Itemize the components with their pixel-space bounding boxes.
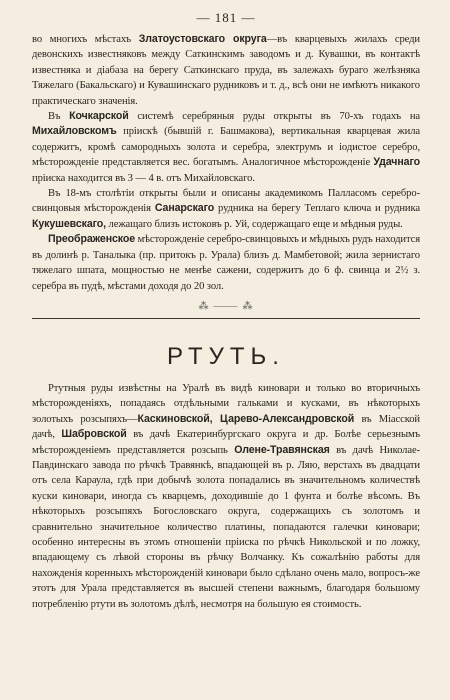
text: рудника на берегу Теплаго ключа и рудника: [214, 203, 420, 215]
bold-term: Олене-Травянская: [234, 443, 330, 456]
bold-term: Преображенское: [48, 233, 136, 246]
page-number: — 181 —: [196, 10, 256, 25]
text: мѣсторожденіе серебро-свинцовыхъ и мѣдныхъ рудъ находится въ долинѣ р. Таналыка (пр. притокъ р. Урала) близъ д. Мамбетовой; жила зернистаго тяжелаго шпата, мощностью не менѣе сажени, содержитъ до 6 ф. свинца и 2½ з. серебра въ пудѣ, мѣстами доходя до 20 зол.: [32, 234, 420, 292]
text: пріиска находится въ 3 — 4 в. отъ Михайловскаго.: [32, 172, 255, 184]
text: системѣ серебряныя руды открыты въ 70-хъ годахъ на: [128, 111, 420, 123]
text: въ дачѣ Николае-Павдинскаго завода по рѣчкѣ Травянкѣ, впадающей въ р. Ляю, верстахъ въ двадцати отъ села Караула, гдѣ при добычѣ золота попадались въ значительномъ количествѣ куски киновари, иногда съ кварцемъ, доходившіе до 1 фунта и болѣе вѣсомъ. Въ нѣкоторыхъ розсыпяхъ Богословскаго округа, содержащихъ съ золотомъ и сравнительно значительное количество платины, попадаются галечки киновари; особенно интересны въ этомъ отношеніи пріиска по рѣчкѣ Никольской и по ложку, впадающему съ лѣвой стороны въ рѣчку Волчанку. Къ сожалѣнію работы для нахожденія коренныхъ мѣсторожденій киновари было сдѣлано очень мало, вопросъ-же этотъ для Урала представляется въ высшей степени важнымъ, благодаря большому потребленію ртути въ золотомъ дѣлѣ, несмотря на большую ея стоимость.: [32, 444, 420, 610]
text: въ дачѣ Екатеринбургскаго округа и др. Болѣе серьезнымъ мѣсторожденіемъ представляется розсыпь: [32, 429, 420, 456]
bold-term: Удачнаго: [373, 156, 420, 169]
text: во многихъ мѣстахъ: [32, 34, 139, 45]
text: лежащаго близъ истоковъ р. Уй, содержащаго еще и мѣдныя руды.: [106, 218, 403, 230]
bold-term: Михайловскомъ: [32, 125, 117, 138]
text: въ Міасской дачѣ,: [32, 413, 421, 441]
section-title: РТУТЬ.: [167, 342, 285, 370]
text: Ртутныя руды извѣстны на Уралѣ въ видѣ киновари и только во вторичныхъ мѣсторожденіяхъ, попадаясь отдѣльными гальками и кусками, въ нѣкоторыхъ золотыхъ розсыпяхъ—: [32, 382, 420, 425]
text: —въ кварцевыхъ жилахъ среди девонскихъ известняковъ между Саткинскимъ заводомъ и д. Кувашки, въ контактѣ известняка и діабаза на берегу Саткинскаго пруда, въ залежахъ бураго желѣзняка Тяжелаго (Бакальскаго) и Кувашинскаго рудниковъ и т. д., всѣ они не имѣютъ никакого практическаго значенія.: [32, 34, 420, 107]
paragraph-kochkar: [32, 109, 420, 186]
bold-term: Санарскаго: [154, 202, 215, 215]
section-rule: [32, 318, 420, 319]
paragraph-preobrazhensk: [32, 232, 420, 294]
paragraph-sanarsk: [32, 186, 420, 232]
bold-term: Кочкарской: [69, 110, 129, 123]
bold-term: Златоустовскаго округа: [138, 33, 267, 45]
text: пріискѣ (бывшій г. Башмакова), вертикальная кварцевая жила содержитъ, кромѣ самородныхъ золота и серебра, электрумъ и іодистое серебро, мѣсторожденіе представляется вес. богатымъ. Аналогичное мѣсторожденіе: [32, 126, 420, 169]
paragraph-mercury: [32, 381, 420, 612]
bold-term: Кукушевскаго,: [32, 217, 106, 230]
paragraph-zlatoust: [32, 32, 420, 109]
bold-term: Шабровской: [61, 428, 127, 441]
ornament-divider: ⁂ ⸻ ⁂: [198, 300, 254, 312]
text: Въ: [48, 111, 70, 123]
bold-term: Каскиновской, Царево-Александровской: [137, 412, 355, 425]
text: Въ 18-мъ столѣтіи открыты были и описаны академикомъ Палласомъ серебро-свинцовыя мѣсторожденія: [32, 188, 420, 215]
